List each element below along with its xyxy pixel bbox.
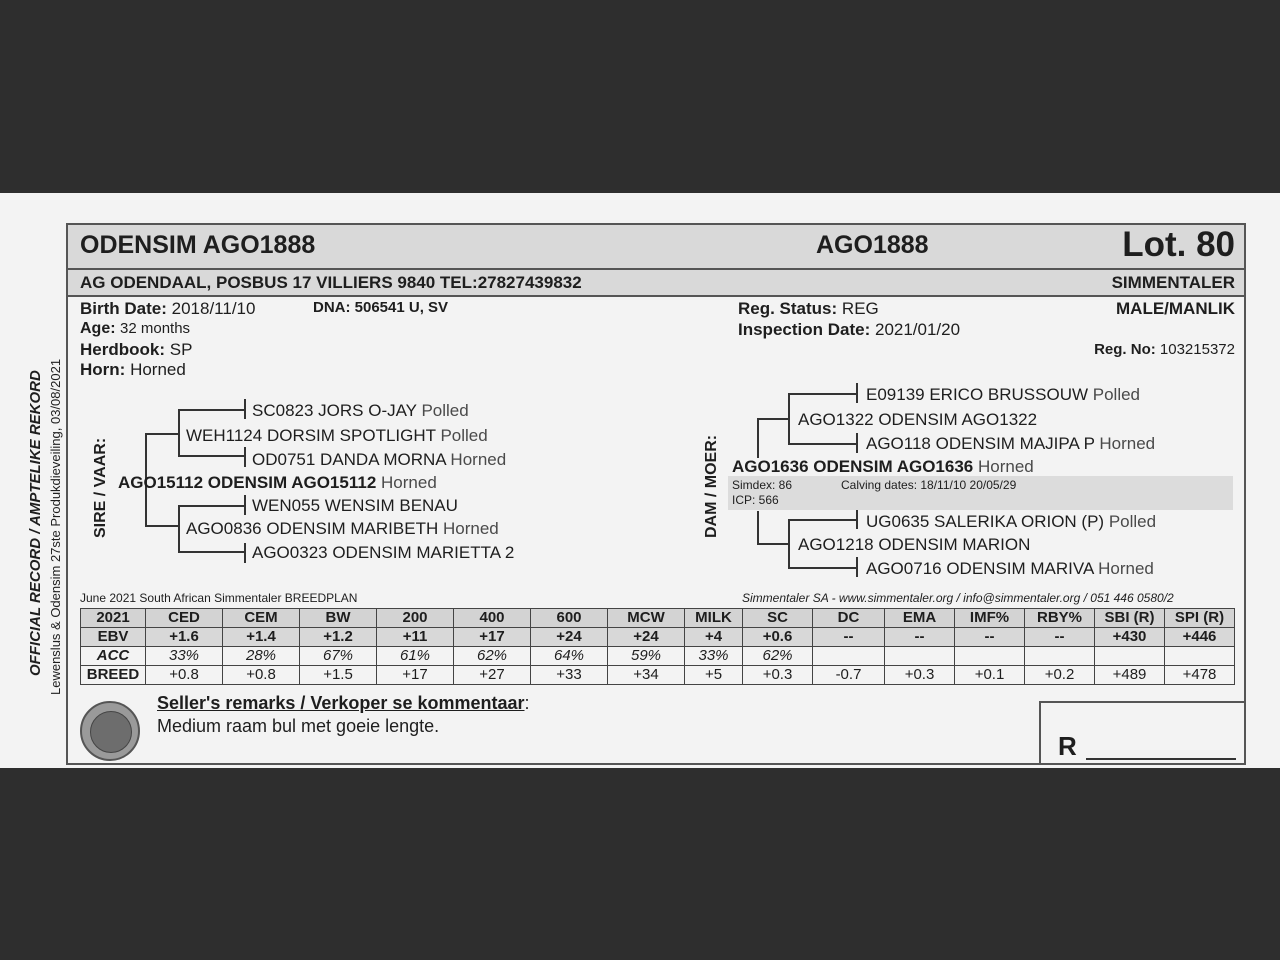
pedigree-dam: AGO1636 ODENSIM AGO1636 Horned: [732, 457, 1034, 476]
ebv-cell: +24: [531, 628, 608, 647]
ebv-cell: +34: [608, 666, 685, 685]
ebv-cell: +0.8: [146, 666, 223, 685]
ebv-cell: [813, 647, 885, 666]
inspection-date: Inspection Date: 2021/01/20: [738, 320, 961, 339]
ebv-cell: +0.6: [743, 628, 813, 647]
ebv-cell: [885, 647, 955, 666]
ebv-cell: +1.6: [146, 628, 223, 647]
pedigree-sire: AGO15112 ODENSIM AGO15112 Horned: [118, 473, 437, 492]
ebv-cell: +0.8: [223, 666, 300, 685]
ebv-table: [80, 608, 1235, 685]
ebv-row: [81, 647, 1235, 666]
ebv-row-label: BREED: [81, 666, 146, 685]
ebv-cell: +446: [1165, 628, 1235, 647]
pedigree-dam-dam: AGO1218 ODENSIM MARION: [798, 535, 1031, 554]
ebv-column-header: RBY%: [1025, 609, 1095, 628]
pedigree-sire-sire: WEH1124 DORSIM SPOTLIGHT Polled: [186, 426, 488, 445]
ebv-header-row: [81, 609, 1235, 628]
ebv-cell: +0.2: [1025, 666, 1095, 685]
ebv-cell: [955, 647, 1025, 666]
dam-label: DAM / MOER:: [703, 434, 720, 538]
ebv-cell: +4: [685, 628, 743, 647]
ebv-cell: 62%: [743, 647, 813, 666]
ebv-cell: +33: [531, 666, 608, 685]
ebv-cell: [1165, 647, 1235, 666]
horn-status: Horn: Horned: [80, 360, 186, 379]
ebv-row-label: EBV: [81, 628, 146, 647]
dam-simdex: Simdex: 86: [732, 478, 793, 492]
ebv-cell: 64%: [531, 647, 608, 666]
ebv-cell: --: [813, 628, 885, 647]
ebv-cell: +1.4: [223, 628, 300, 647]
dna-info: DNA: 506541 U, SV: [313, 299, 449, 316]
pedigree-sire-dam-dam: AGO0323 ODENSIM MARIETTA 2: [252, 543, 515, 562]
age: Age: 32 months: [80, 320, 191, 337]
ebv-column-header: 400: [454, 609, 531, 628]
ebv-cell: --: [885, 628, 955, 647]
simmentaler-society-seal-icon: [80, 701, 140, 761]
ebv-cell: +11: [377, 628, 454, 647]
ebv-cell: 61%: [377, 647, 454, 666]
ebv-column-header: IMF%: [955, 609, 1025, 628]
ebv-cell: 28%: [223, 647, 300, 666]
ebv-column-header: CEM: [223, 609, 300, 628]
ebv-cell: [1025, 647, 1095, 666]
pedigree-dam-dam-dam: AGO0716 ODENSIM MARIVA Horned: [866, 559, 1154, 578]
ebv-row: [81, 628, 1235, 647]
ebv-cell: +0.1: [955, 666, 1025, 685]
ebv-cell: +17: [454, 628, 531, 647]
ebv-cell: +430: [1095, 628, 1165, 647]
dam-calving-dates: Calving dates: 18/11/10 20/05/29: [841, 478, 1017, 492]
ebv-cell: --: [1025, 628, 1095, 647]
pedigree-dam-sire-dam: AGO118 ODENSIM MAJIPA P Horned: [866, 434, 1156, 453]
pedigree-sire-sire-sire: SC0823 JORS O-JAY Polled: [252, 401, 469, 420]
ebv-column-header: SBI (R): [1095, 609, 1165, 628]
pedigree-sire-sire-dam: OD0751 DANDA MORNA Horned: [252, 450, 507, 469]
pedigree-sire-dam-sire: WEN055 WENSIM BENAU: [252, 496, 458, 515]
lot-card: [0, 193, 1280, 768]
birth-date: Birth Date: 2018/11/10: [80, 299, 256, 318]
ebv-cell: +1.2: [300, 628, 377, 647]
auction-name-label: Lewenslus & Odensim 27ste Produkdieveiling, 03/08/2021: [48, 358, 63, 695]
ebv-cell: +24: [608, 628, 685, 647]
ebv-cell: 33%: [685, 647, 743, 666]
ebv-column-header: SPI (R): [1165, 609, 1235, 628]
sex: MALE/MANLIK: [1116, 299, 1235, 318]
ebv-cell: +17: [377, 666, 454, 685]
ebv-column-header: DC: [813, 609, 885, 628]
ebv-cell: -0.7: [813, 666, 885, 685]
animal-name: ODENSIM AGO1888: [80, 231, 316, 259]
ebv-column-header: CED: [146, 609, 223, 628]
ebv-cell: +478: [1165, 666, 1235, 685]
ebv-cell: 62%: [454, 647, 531, 666]
sellers-remarks-title: Seller's remarks / Verkoper se kommentaar:: [157, 693, 530, 713]
ebv-cell: +0.3: [743, 666, 813, 685]
ebv-row: [81, 666, 1235, 685]
ebv-column-header: 200: [377, 609, 454, 628]
ebv-cell: --: [955, 628, 1025, 647]
ebv-column-header: 2021: [81, 609, 146, 628]
ebv-column-header: MILK: [685, 609, 743, 628]
sire-label: SIRE / VAAR:: [92, 437, 109, 538]
pedigree-dam-dam-sire: UG0635 SALERIKA ORION (P) Polled: [866, 512, 1157, 531]
pedigree-sire-dam: AGO0836 ODENSIM MARIBETH Horned: [186, 519, 499, 538]
pedigree-dam-sire: AGO1322 ODENSIM AGO1322: [798, 410, 1038, 429]
ebv-cell: 33%: [146, 647, 223, 666]
ebv-cell: 67%: [300, 647, 377, 666]
official-record-label: OFFICIAL RECORD / AMPTELIKE REKORD: [27, 370, 44, 676]
lot-number: Lot. 80: [1122, 225, 1235, 264]
herdbook: Herdbook: SP: [80, 340, 193, 359]
ebv-cell: +489: [1095, 666, 1165, 685]
reg-number: Reg. No: 103215372: [1094, 341, 1235, 358]
breedplan-note: June 2021 South African Simmentaler BREEDPLAN: [80, 591, 358, 605]
ebv-cell: +1.5: [300, 666, 377, 685]
sellers-remarks-text: Medium raam bul met goeie lengte.: [157, 716, 440, 736]
reg-status: Reg. Status: REG: [738, 299, 879, 318]
society-contact: Simmentaler SA - www.simmentaler.org / info@simmentaler.org / 051 446 0580/2: [742, 591, 1174, 605]
ebv-row-label: ACC: [81, 647, 146, 666]
price-label: R: [1058, 731, 1077, 761]
ebv-column-header: MCW: [608, 609, 685, 628]
breed-name: SIMMENTALER: [1111, 273, 1235, 292]
animal-code: AGO1888: [816, 231, 929, 259]
ebv-column-header: EMA: [885, 609, 955, 628]
ebv-cell: +27: [454, 666, 531, 685]
price-line[interactable]: [1086, 758, 1236, 760]
ebv-cell: +0.3: [885, 666, 955, 685]
dam-icp: ICP: 566: [732, 493, 779, 507]
ebv-column-header: BW: [300, 609, 377, 628]
ebv-cell: +5: [685, 666, 743, 685]
ebv-cell: [1095, 647, 1165, 666]
ebv-column-header: 600: [531, 609, 608, 628]
ebv-cell: 59%: [608, 647, 685, 666]
pedigree-dam-sire-sire: E09139 ERICO BRUSSOUW Polled: [866, 385, 1141, 404]
ebv-column-header: SC: [743, 609, 813, 628]
breeder-address: AG ODENDAAL, POSBUS 17 VILLIERS 9840 TEL:27827439832: [80, 273, 582, 292]
